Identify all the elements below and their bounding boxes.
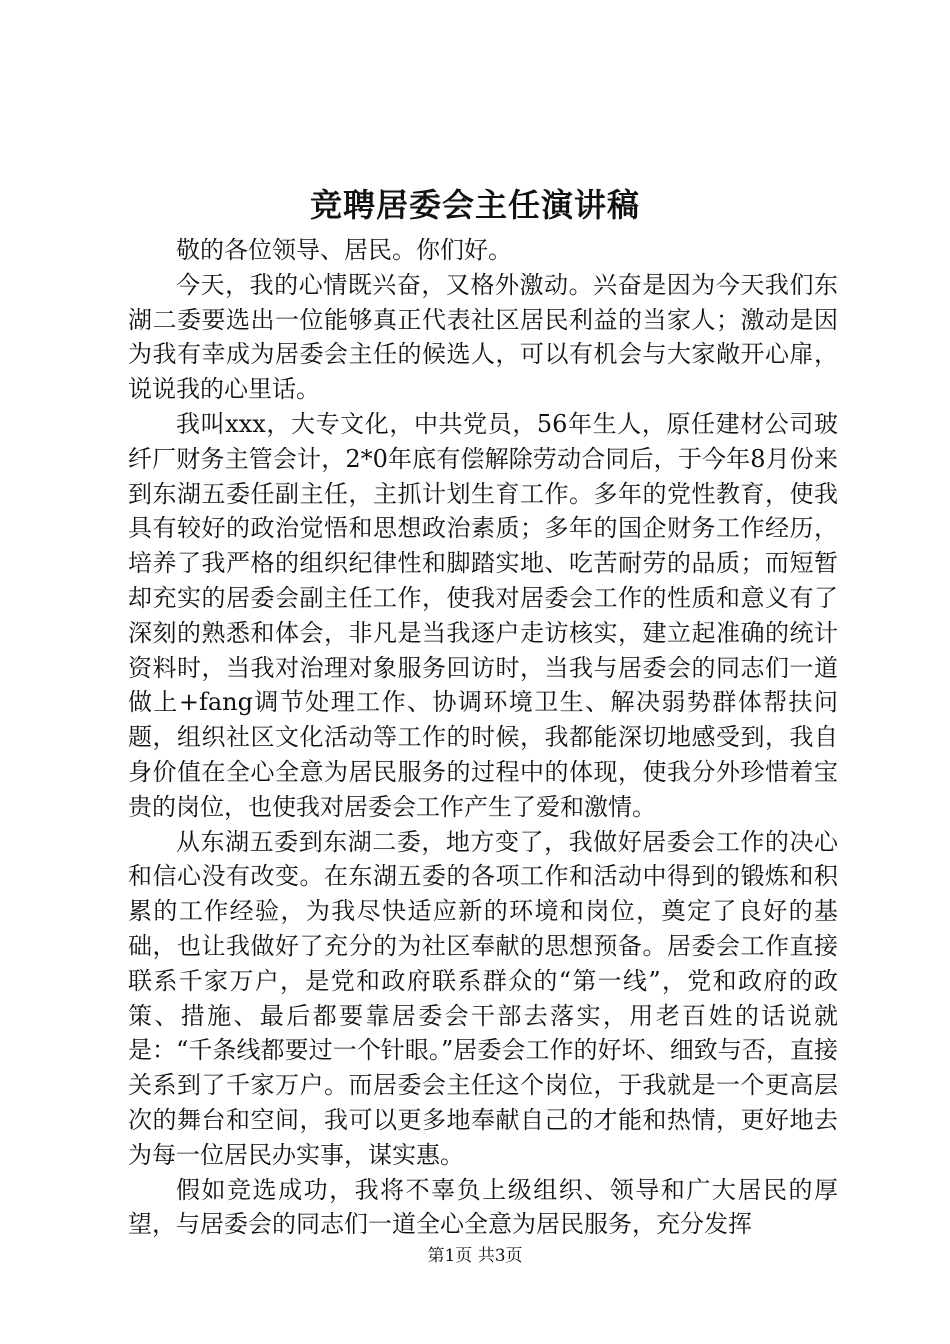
page-number-footer: 第1页 共3页	[427, 1246, 523, 1266]
paragraph-opening: 今天，我的心情既兴奋，又格外激动。兴奋是因为今天我们东湖二委要选出一位能够真正代表社区居民利益的当家人；激动是因为我有幸成为居委会主任的候选人，可以有机会与大家敞开心扉，说说我的心里话。	[128, 270, 838, 404]
paragraph-commitment: 从东湖五委到东湖二委，地方变了，我做好居委会工作的决心和信心没有改变。在东湖五委的各项工作和活动中得到的锻炼和积累的工作经验，为我尽快适应新的环境和岗位，奠定了良好的基础，也让我做好了充分的为社区奉献的思想预备。居委会工作直接联系千家万户，是党和政府联系群众的“第一线”，党和政府的政策、措施、最后都要靠居委会干部去落实，用老百姓的话说就是：“千条线都要过一个针眼。”居委会工作的好坏、细致与否，直接关系到了千家万户。而居委会主任这个岗位，于我就是一个更高层次的舞台和空间，我可以更多地奉献自己的才能和热情，更好地去为每一位居民办实事，谋实惠。	[128, 827, 838, 1169]
document-title: 竞聘居委会主任演讲稿	[309, 186, 640, 224]
paragraph-self-introduction: 我叫xxx，大专文化，中共党员，56年生人，原任建材公司玻纤厂财务主管会计，2*0年底有偿解除劳动合同后，于今年8月份来到东湖五委任副主任，主抓计划生育工作。多年的党性教育，使我具有较好的政治觉悟和思想政治素质；多年的国企财务工作经历，培养了我严格的组织纪律性和脚踏实地、吃苦耐劳的品质；而短暂却充实的居委会副主任工作，使我对居委会工作的性质和意义有了深刻的熟悉和体会，非凡是当我逐户走访核实，建立起准确的统计资料时，当我对治理对象服务回访时，当我与居委会的同志们一道做上+fang调节处理工作、协调环境卫生、解决弱势群体帮扶问题，组织社区文化活动等工作的时候，我都能深切地感受到，我自身价值在全心全意为居民服务的过程中的体现，使我分外珍惜着宝贵的岗位，也使我对居委会工作产生了爱和激情。	[128, 409, 838, 821]
document-body	[128, 233, 838, 1242]
paragraph-greeting: 敬的各位领导、居民。你们好。	[176, 236, 512, 264]
paragraph-pledge: 假如竞选成功，我将不辜负上级组织、领导和广大居民的厚望，与居委会的同志们一道全心全意为居民服务，充分发挥	[128, 1175, 838, 1239]
